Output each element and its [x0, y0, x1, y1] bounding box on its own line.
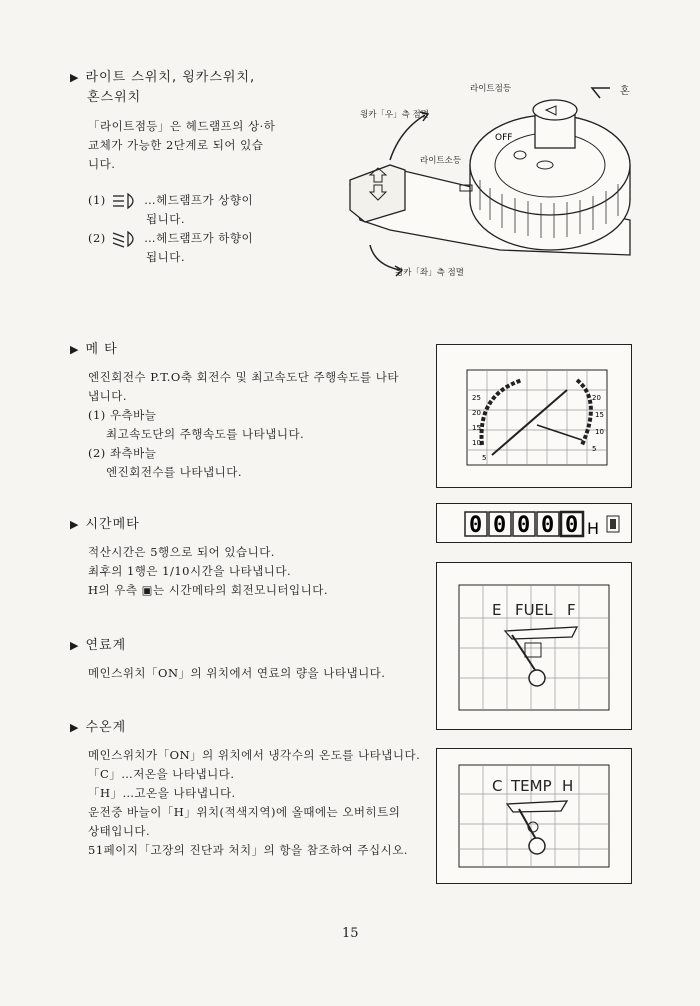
svg-text:15: 15: [472, 424, 481, 432]
svg-text:0: 0: [493, 513, 507, 538]
svg-text:C: C: [492, 777, 503, 795]
horn-label: 혼: [620, 86, 630, 97]
svg-text:E: E: [492, 601, 502, 619]
meter-heading: ▶ 메 타: [70, 342, 118, 357]
low-beam-icon: [110, 230, 140, 248]
svg-text:10: 10: [472, 439, 481, 447]
page-number: 15: [342, 926, 359, 941]
svg-text:OFF: OFF: [495, 133, 513, 143]
low-beam-item: (2) …헤드램프가 하향이 됩니다.: [88, 231, 254, 264]
wink-right-label: 윙카「우」측 점멸: [360, 110, 429, 120]
hour-meter-paragraph: 적산시간은 5행으로 되어 있습니다. 최후의 1행은 1/10시간을 나타냅니다. H의 우측 ▣는 시간메타의 회전모니터입니다.: [88, 545, 329, 597]
meter-figure: [436, 344, 632, 488]
switch-heading: ▶ 라이트 스위치, 윙카스위치, 혼스위치: [70, 70, 256, 105]
svg-text:5: 5: [482, 454, 487, 462]
high-beam-item: (1) …헤드램프가 상향이 됩니다.: [88, 193, 254, 226]
fuel-gauge-drawing: [437, 563, 631, 729]
switch-paragraph: 「라이트점등」은 헤드램프의 상·하 교체가 가능한 2단계로 되어 있습 니다.: [88, 119, 276, 171]
fuel-gauge-figure: [436, 562, 632, 730]
high-beam-icon: [110, 192, 140, 210]
fuel-paragraph: 메인스위치「ON」의 위치에서 연료의 량을 나타냅니다.: [88, 666, 386, 680]
svg-text:15: 15: [595, 411, 604, 419]
svg-text:0: 0: [517, 513, 531, 538]
svg-text:FUEL: FUEL: [515, 601, 553, 619]
hour-meter-figure: [436, 503, 632, 543]
svg-text:25: 25: [472, 394, 481, 402]
combination-switch-drawing: [330, 70, 650, 290]
fuel-heading: ▶ 연료계: [70, 638, 127, 653]
svg-text:20: 20: [472, 409, 481, 417]
hour-counter-drawing: [437, 504, 631, 542]
svg-text:H: H: [562, 777, 574, 795]
hour-meter-heading: ▶ 시간메타: [70, 517, 140, 532]
svg-text:F: F: [567, 601, 576, 619]
svg-text:H: H: [587, 519, 600, 538]
wink-left-label: 윙카「좌」측 점멸: [395, 268, 464, 278]
svg-text:TEMP: TEMP: [511, 777, 552, 795]
temp-heading: ▶ 수온계: [70, 720, 127, 735]
svg-text:5: 5: [592, 445, 597, 453]
light-off-label: 라이트소등: [420, 156, 462, 166]
svg-text:0: 0: [565, 513, 579, 538]
svg-text:0: 0: [469, 513, 483, 538]
meter-paragraph: 엔진회전수 P.T.O축 회전수 및 최고속도단 주행속도를 나타 냅니다. (1) 우측바늘 최고속도단의 주행속도를 나타냅니다. (2) 좌측바늘 엔진회전수를 나타냅니다.: [88, 370, 399, 479]
light-on-label: 라이트점등: [470, 84, 512, 94]
temp-gauge-drawing: [437, 749, 631, 883]
svg-text:10: 10: [595, 428, 604, 436]
svg-text:0: 0: [541, 513, 555, 538]
svg-text:20: 20: [592, 394, 601, 402]
switch-illustration: [330, 70, 650, 290]
temp-gauge-figure: [436, 748, 632, 884]
temp-paragraph: 메인스위치가「ON」의 위치에서 냉각수의 온도를 나타냅니다. 「C」…저온을 나타냅니다. 「H」…고온을 나타냅니다. 운전중 바늘이「H」위치(적색지역)에 올때에는 오버히트의 상태입니다. 51페이지「고장의 진단과 처치」의 항을 참조하여 주십시오.: [88, 748, 421, 857]
tachometer-drawing: [437, 345, 631, 487]
